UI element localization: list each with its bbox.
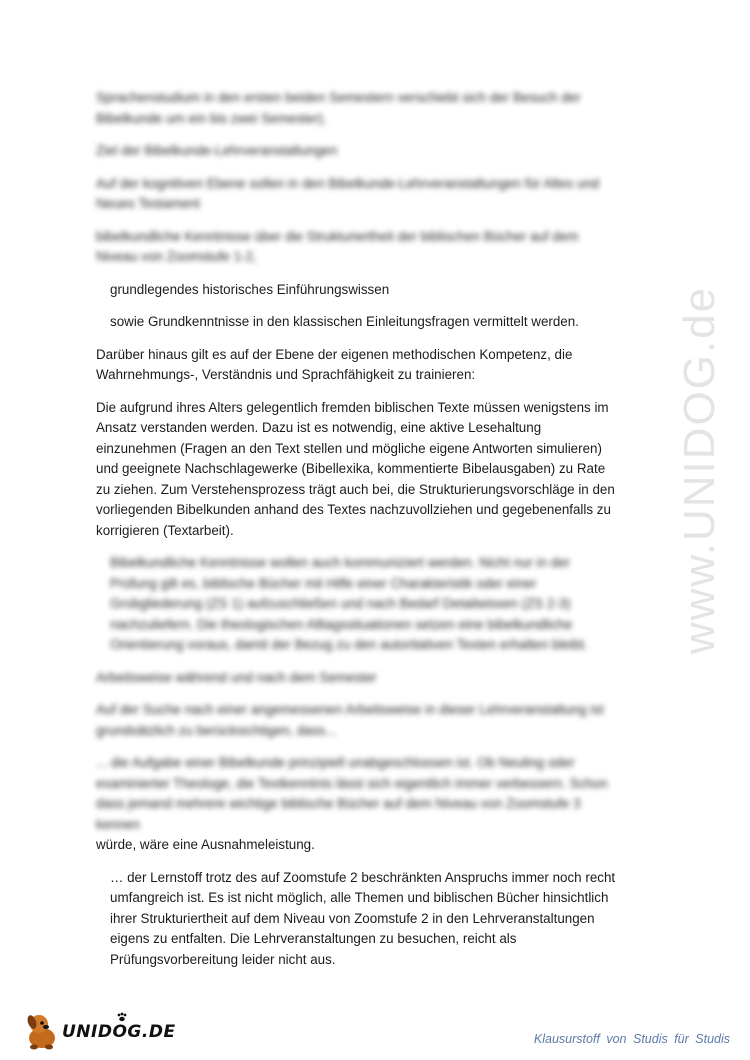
paragraph <box>96 753 616 856</box>
paragraph: bibelkundliche Kenntnisse über die Strukturiertheit der biblischen Bücher auf dem Niveau von Zoomstufe 1-2, <box>96 228 579 264</box>
paragraph: Auf der Suche nach einer angemessenen Arbeitsweise in dieser Lehrveranstaltung ist grundsätzlich zu berücksichtigen, dass... <box>96 702 604 738</box>
document-body <box>96 88 616 982</box>
section-heading: Ziel der Bibelkunde-Lehrveranstaltungen <box>96 143 338 158</box>
paragraph: Darüber hinaus gilt es auf der Ebene der eigenen methodischen Kompetenz, die Wahrnehmungs-, Verständnis und Sprachfähigkeit zu trainieren: <box>96 346 573 382</box>
footer-logo[interactable] <box>22 1010 176 1052</box>
dog-mascot-icon <box>22 1010 64 1052</box>
paragraph: Auf der kognitiven Ebene sollen in den Bibelkunde-Lehrveranstaltungen für Altes und Neues Testament <box>96 175 600 211</box>
paragraph: Sprachenstudium in den ersten beiden Semestern verschiebt sich der Besuch der Bibelkunde um ein bis zwei Semester). <box>96 90 581 126</box>
list-item: grundlegendes historisches Einführungswissen <box>110 281 390 297</box>
paragraph: … der Lernstoff trotz des auf Zoomstufe 2 beschränkten Anspruchs immer noch recht umfangreich ist. Es ist nicht möglich, alle Themen und biblischen Bücher hinsichtlich ihrer Strukturiertheit auf dem Niveau von Zoomstufe 2 in den Lehrveranstaltungen eigens zu entfalten. Die Lehrveranstaltungen zu besuchen, reicht als Prüfungsvorbereitung leider nicht aus. <box>110 869 616 967</box>
paragraph: Bibelkundliche Kenntnisse wollen auch kommuniziert werden. Nicht nur in der Prüfung gilt es, biblische Bücher mit Hilfe einer Charakteristik oder einer Grobgliederung (ZS 1) aufzuschließen und nach Bedarf Detailwissen (ZS 2-3) nachzuliefern. Die theologischen Alltagssituationen setzen eine bibelkundliche Orientierung voraus, damit der Bezug zu den autoritativen Texten erhalten bleibt. <box>110 555 588 652</box>
paw-icon <box>116 1012 128 1022</box>
paragraph-tail: würde, wäre eine Ausnahmeleistung. <box>96 837 315 852</box>
paragraph: Die aufgrund ihres Alters gelegentlich fremden biblischen Texte müssen wenigstens im Ansatz verstanden werden. Dazu ist es notwendig, eine aktive Lesehaltung einzunehmen (Fragen an den Text stellen und mögliche eigene Antworten simulieren) und geeignete Nachschlagewerke (Bibellexika, kommentierte Bibelausgaben) zu Rate zu ziehen. Zum Verstehensprozess trägt auch bei, die Strukturierungsvorschläge in den vorliegenden Bibelkunden anhand des Textes nachzuvollziehen und gegebenenfalls zu korrigieren (Textarbeit). <box>96 399 615 538</box>
list-item: sowie Grundkenntnisse in den klassischen Einleitungsfragen vermittelt werden. <box>110 314 579 329</box>
footer-tagline: Klausurstoff von Studis für Studis <box>533 1032 730 1046</box>
watermark: www.UNIDOG.de <box>675 285 724 655</box>
blurred-text: ... die Aufgabe einer Bibelkunde prinzipiell unabgeschlossen ist. Ob Neuling oder examinierter Theologe, die Textkenntnis lässt sich eigentlich immer verbessern. Schon dass jemand mehrere wichtige biblische Bücher auf dem Niveau von Zoomstufe 3 kennen <box>96 755 608 832</box>
section-heading: Arbeitsweise während und nach dem Semester <box>96 669 377 685</box>
logo-text: UNIDOG.DE <box>62 1022 176 1042</box>
